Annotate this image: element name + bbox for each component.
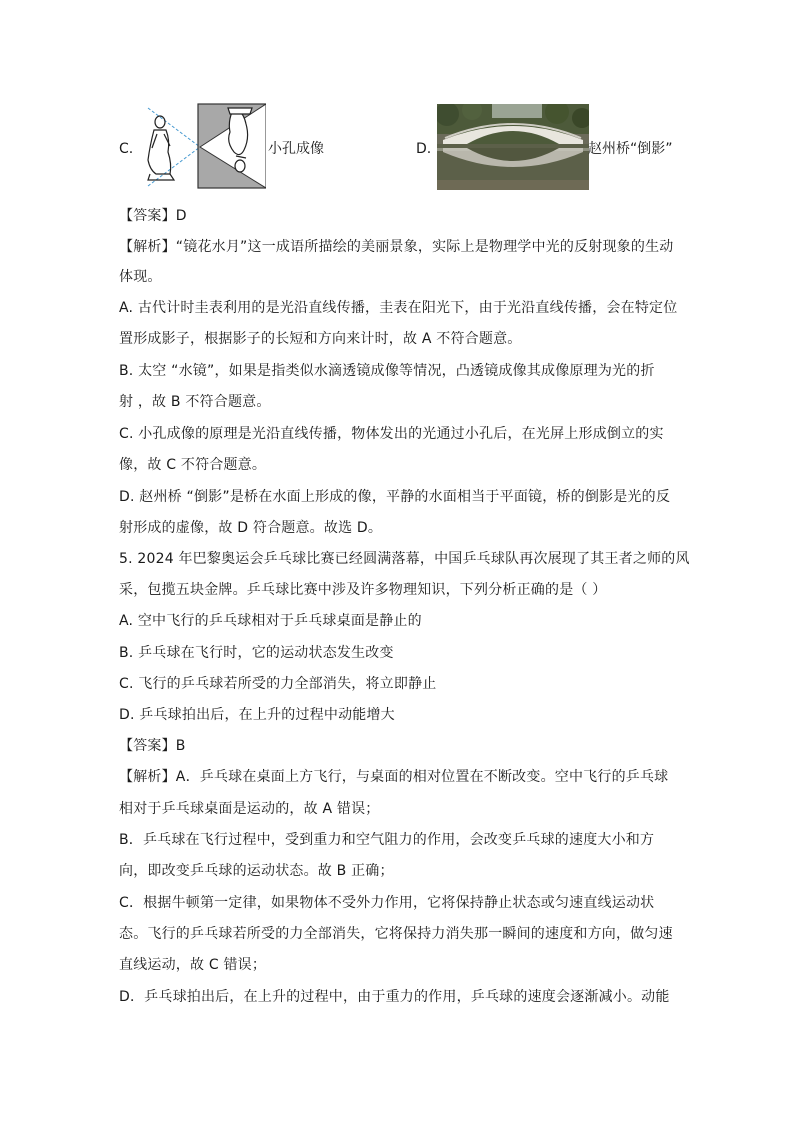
question-5-option-b: B. 乒乓球在飞行时，它的运动状态发生改变 [119, 645, 394, 661]
zhaozhou-bridge-photo [437, 104, 589, 190]
analysis-line: 态。飞行的乒乓球若所受的力全部消失，它将保持力消失那一瞬间的速度和方向，做匀速 [119, 926, 673, 942]
analysis-line: 像，故 C 不符合题意。 [119, 457, 267, 473]
analysis-line: 【解析】A．乒乓球在桌面上方飞行，与桌面的相对位置在不断改变。空中飞行的乒乓球 [119, 769, 669, 785]
question-5-option-d: D. 乒乓球拍出后，在上升的过程中动能增大 [119, 707, 395, 723]
figure-row [0, 100, 794, 195]
analysis-line: D．乒乓球拍出后，在上升的过程中，由于重力的作用，乒乓球的速度会逐渐减小。动能 [119, 989, 670, 1005]
question-5-option-c: C. 飞行的乒乓球若所受的力全部消失，将立即静止 [119, 676, 437, 692]
question-5-stem: 采，包揽五块金牌。乒乓球比赛中涉及许多物理知识，下列分析正确的是（ ） [119, 582, 607, 598]
analysis-line: C．根据牛顿第一定律，如果物体不受外力作用，它将保持静止状态或匀速直线运动状 [119, 895, 655, 911]
option-d-label: D. [416, 141, 432, 157]
pinhole-imaging-figure [140, 100, 266, 192]
option-c-label: C. [119, 141, 134, 157]
caption-bridge-reflection: 赵州桥“倒影” [588, 141, 673, 157]
analysis-line: 向，即改变乒乓球的运动状态。故 B 正确； [119, 863, 394, 879]
analysis-line: C. 小孔成像的原理是光沿直线传播，物体发出的光通过小孔后，在光屏上形成倒立的实 [119, 426, 664, 442]
analysis-line: B．乒乓球在飞行过程中，受到重力和空气阻力的作用，会改变乒乓球的速度大小和方 [119, 832, 655, 848]
analysis-line: 相对于乒乓球桌面是运动的，故 A 错误； [119, 801, 380, 817]
analysis-line: 射形成的虚像，故 D 符合题意。故选 D。 [119, 520, 383, 536]
answer-line-q4: 【答案】D [119, 208, 187, 224]
analysis-line: A. 古代计时圭表利用的是光沿直线传播，圭表在阳光下，由于光沿直线传播，会在特定位 [119, 300, 678, 316]
analysis-line: D. 赵州桥 “倒影”是桥在水面上形成的像，平静的水面相当于平面镜，桥的倒影是光的反 [119, 489, 671, 505]
analysis-line: 置形成影子，根据影子的长短和方向来计时，故 A 不符合题意。 [119, 331, 522, 347]
analysis-line: B. 太空 “水镜”，如果是指类似水滴透镜成像等情况，凸透镜成像其成像原理为光的折 [119, 363, 655, 379]
answer-line-q5: 【答案】B [119, 738, 186, 754]
caption-pinhole-imaging: 小孔成像 [268, 141, 324, 157]
analysis-line: 直线运动，故 C 错误； [119, 957, 267, 973]
question-5-stem: 5. 2024 年巴黎奥运会乒乓球比赛已经圆满落幕，中国乒乓球队再次展现了其王者之师的风 [119, 551, 690, 567]
analysis-line: 射 ，故 B 不符合题意。 [119, 394, 271, 410]
analysis-line: 体现。 [119, 269, 162, 285]
question-5-option-a: A. 空中飞行的乒乓球相对于乒乓球桌面是静止的 [119, 613, 422, 629]
analysis-line: 【解析】“镜花水月”这一成语所描绘的美丽景象，实际上是物理学中光的反射现象的生动 [119, 239, 674, 255]
